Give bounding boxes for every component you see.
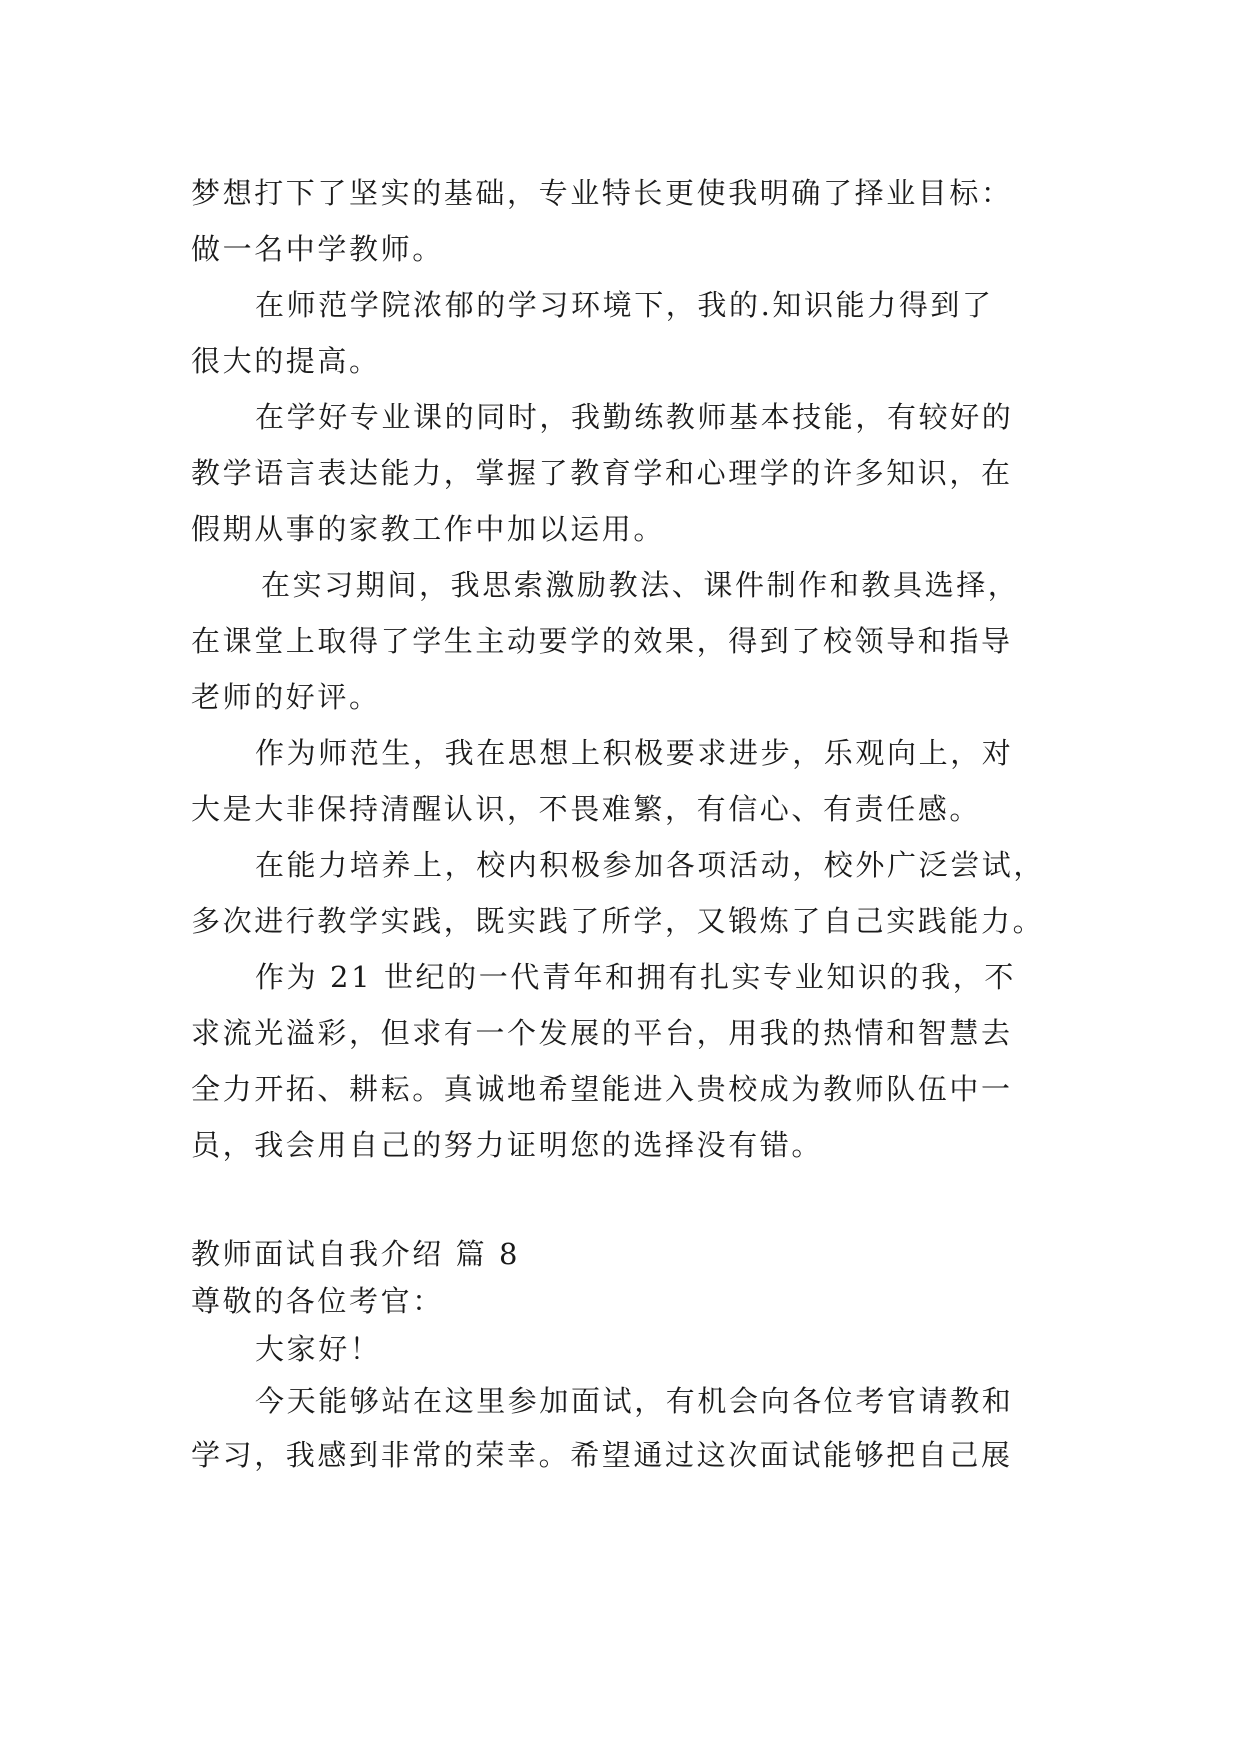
salutation: 尊敬的各位考官： xyxy=(191,1284,444,1318)
text-line: 假期从事的家教工作中加以运用。 xyxy=(191,512,666,546)
greeting: 大家好！ xyxy=(255,1332,382,1366)
document-body xyxy=(191,165,1051,1482)
paragraph xyxy=(191,837,1051,949)
text-line: 学习，我感到非常的荣幸。希望通过这次面试能够把自己展 xyxy=(191,1438,1013,1472)
text-line: 很大的提高。 xyxy=(191,344,381,378)
text-line: 梦想打下了坚实的基础，专业特长更使我明确了择业目标： xyxy=(191,176,1013,210)
text-line: 在实习期间，我思索激励教法、课件制作和教具选择， xyxy=(261,568,1020,602)
paragraph xyxy=(191,1374,1051,1482)
text-line: 全力开拓、耕耘。真诚地希望能进入贵校成为教师队伍中一 xyxy=(191,1072,1013,1106)
text-line: 作为 21 世纪的一代青年和拥有扎实专业知识的我，不 xyxy=(255,960,1016,994)
text-line: 今天能够站在这里参加面试，有机会向各位考官请教和 xyxy=(255,1384,1014,1418)
paragraph xyxy=(191,725,1051,837)
paragraph xyxy=(191,557,1051,725)
section-title: 教师面试自我介绍 篇 8 xyxy=(191,1237,521,1271)
text-line: 在学好专业课的同时，我勤练教师基本技能，有较好的 xyxy=(255,400,1014,434)
text-line: 求流光溢彩，但求有一个发展的平台，用我的热情和智慧去 xyxy=(191,1016,1013,1050)
paragraph xyxy=(191,389,1051,557)
text-line: 在师范学院浓郁的学习环境下，我的.知识能力得到了 xyxy=(255,288,994,322)
text-line: 教学语言表达能力，掌握了教育学和心理学的许多知识，在 xyxy=(191,456,1013,490)
text-line: 作为师范生，我在思想上积极要求进步，乐观向上，对 xyxy=(255,736,1014,770)
text-line: 员，我会用自己的努力证明您的选择没有错。 xyxy=(191,1128,824,1162)
section-spacer xyxy=(191,1173,1051,1231)
text-line: 老师的好评。 xyxy=(191,680,381,714)
text-line: 多次进行教学实践，既实践了所学，又锻炼了自己实践能力。 xyxy=(191,904,1045,938)
text-line: 做一名中学教师。 xyxy=(191,232,444,266)
paragraph xyxy=(191,165,1051,277)
text-line: 在能力培养上，校内积极参加各项活动，校外广泛尝试， xyxy=(255,848,1046,882)
text-line: 在课堂上取得了学生主动要学的效果，得到了校领导和指导 xyxy=(191,624,1013,658)
text-line: 大是大非保持清醒认识，不畏难繁，有信心、有责任感。 xyxy=(191,792,982,826)
paragraph xyxy=(191,949,1051,1173)
paragraph xyxy=(191,277,1051,389)
